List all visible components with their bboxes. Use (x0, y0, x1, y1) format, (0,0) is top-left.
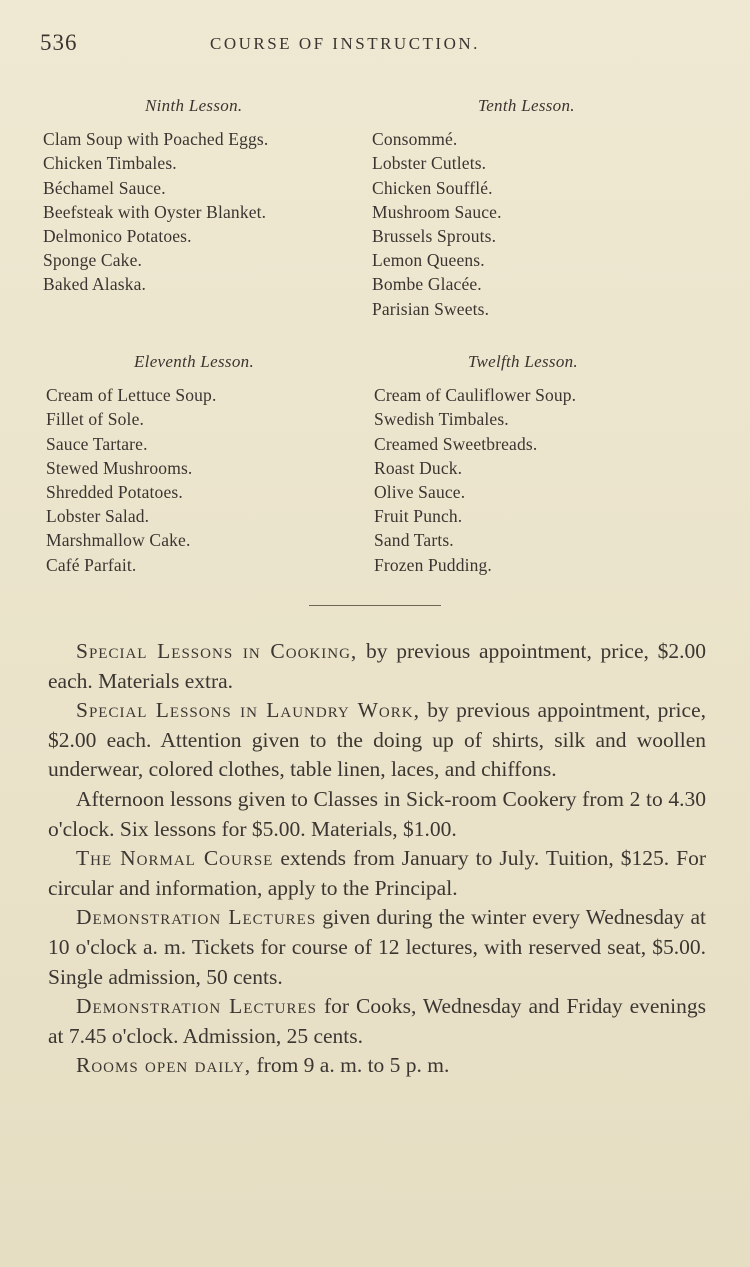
tenth-lesson-menu (372, 94, 575, 321)
note-lead: Special Lessons in Cooking, (76, 639, 358, 663)
note-paragraph (48, 844, 706, 903)
menu-item: Fillet of Sole. (46, 409, 145, 430)
menu-item: Lobster Cutlets. (372, 153, 487, 174)
note-paragraph (48, 696, 706, 785)
ninth-lesson-menu (43, 94, 268, 297)
note-lead: The Normal Course (76, 846, 274, 871)
menu-item: Sand Tarts. (374, 530, 454, 551)
note-text: from 9 a. m. to 5 p. m. (251, 1053, 450, 1078)
section-divider (309, 605, 441, 606)
menu-item: Olive Sauce. (374, 482, 466, 503)
menu-item: Stewed Mushrooms. (46, 457, 193, 478)
page-number: 536 (40, 30, 78, 55)
note-text: by previous appointment, price, $2.00 each. Attention given to the doing up of shirts, silk and woollen underwear, colored clothes, table linen, laces, and chiffons. (48, 698, 706, 782)
course-notes (48, 637, 706, 1081)
note-text: for Cooks, Wednesday and Friday evenings at 7.45 o'clock. Admission, 25 cents. (48, 994, 707, 1048)
menu-item: Fruit Punch. (374, 506, 463, 527)
menu-item: Sponge Cake. (43, 250, 143, 271)
menu-item: Baked Alaska. (43, 274, 147, 295)
note-paragraph (48, 1051, 706, 1081)
menu-item: Chicken Soufflé. (372, 177, 493, 198)
lesson-heading: Eleventh Lesson. (134, 352, 254, 371)
menu-item: Mushroom Sauce. (372, 201, 502, 222)
page-header (40, 30, 700, 66)
menu-item: Sauce Tartare. (46, 433, 148, 454)
menu-item: Chicken Timbales. (43, 153, 177, 174)
menu-item: Cream of Cauliflower Soup. (374, 385, 577, 406)
menu-item: Consommé. (372, 129, 458, 150)
note-paragraph (48, 903, 706, 992)
menu-item: Frozen Pudding. (374, 554, 492, 575)
lesson-heading: Ninth Lesson. (145, 96, 243, 115)
eleventh-lesson-menu (46, 350, 254, 577)
menu-item: Lobster Salad. (46, 506, 150, 527)
note-text: extends from January to July. Tuition, $125. For circular and information, apply to the Principal. (48, 846, 706, 900)
note-text: by previous appointment, price, $2.00 each. Materials extra. (48, 639, 706, 693)
note-lead: Demonstration Lectures (76, 994, 317, 1019)
menu-item: Marshmallow Cake. (46, 530, 191, 551)
lesson-heading: Tenth Lesson. (478, 96, 575, 115)
menu-item: Beefsteak with Oyster Blanket. (43, 201, 267, 222)
menu-item: Shredded Potatoes. (46, 482, 183, 503)
note-text: Afternoon lessons given to Classes in Sick-room Cookery from 2 to 4.30 o'clock. Six lessons for $5.00. Materials, $1.00. (48, 786, 706, 841)
menu-item: Béchamel Sauce. (43, 177, 166, 198)
menu-item: Café Parfait. (46, 554, 137, 575)
lesson-heading: Twelfth Lesson. (468, 352, 578, 371)
menu-item: Brussels Sprouts. (372, 226, 497, 247)
menu-item: Lemon Queens. (372, 250, 485, 271)
menu-item: Delmonico Potatoes. (43, 226, 192, 247)
twelfth-lesson-menu (374, 350, 578, 577)
menu-item: Clam Soup with Poached Eggs. (43, 129, 269, 150)
menu-item: Roast Duck. (374, 457, 463, 478)
note-lead: Rooms open daily, (76, 1053, 252, 1078)
menu-item: Parisian Sweets. (372, 298, 490, 319)
menu-item: Bombe Glacée. (372, 274, 482, 295)
menu-item: Swedish Timbales. (374, 409, 509, 430)
menu-item: Cream of Lettuce Soup. (46, 385, 217, 406)
note-lead: Special Lessons in Laundry Work, (76, 698, 420, 723)
running-title: COURSE OF INSTRUCTION. (210, 34, 480, 53)
note-paragraph (48, 637, 706, 696)
menu-item: Creamed Sweetbreads. (374, 433, 538, 454)
note-paragraph (48, 992, 706, 1051)
note-paragraph (48, 785, 706, 844)
note-lead: Demonstration Lectures (76, 905, 317, 930)
note-text: given during the winter every Wednesday at 10 o'clock a. m. Tickets for course of 12 lectures, with reserved seat, $5.00. Single admission, 50 cents. (48, 905, 707, 989)
